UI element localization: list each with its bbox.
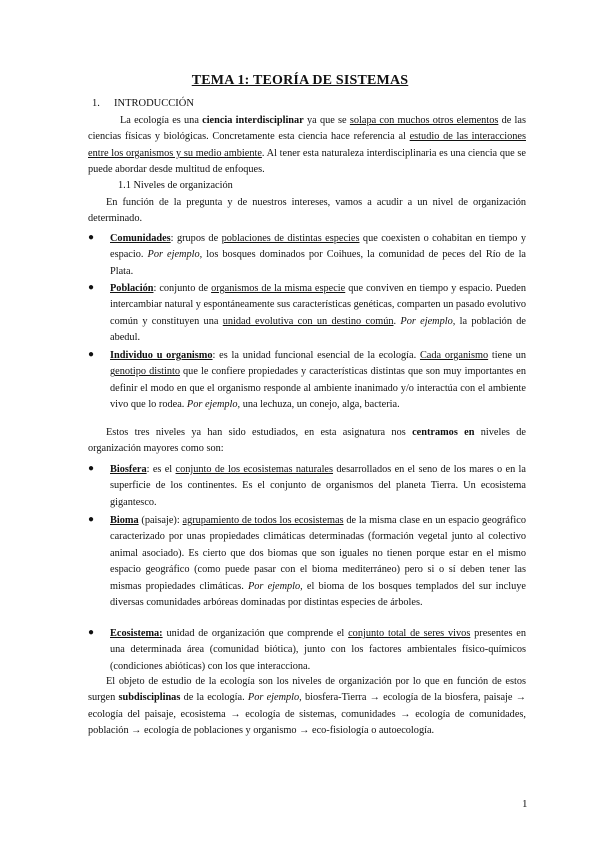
underlined-estudio: estudio de las interacciones entre los organismos y su medio ambiente [88, 131, 526, 159]
section-heading-introduccion [92, 98, 194, 109]
subsection-heading-niveles: 1.1 Niveles de organización [118, 180, 233, 191]
term-poblacion: Población [110, 283, 154, 294]
underlined-solapa: solapa con muchos otros elementos [349, 115, 499, 126]
intro-paragraph: La ecología es una ciencia interdisciplinar ya que se solapa con muchos otros elementos de las ciencias físicas y biológicas. Concretamente esta ciencia hace referencia al estudio de las interacciones entre los organismos y su medio ambiente. Al tener esta naturaleza interdisciplinaria es una ciencia que se puede abordar desde multitud de enfoques. [88, 115, 526, 176]
list-item-biosfera: Biosfera: es el conjunto de los ecosistemas naturales desarrollados en el seno de los mares o en la superficie de los continentes. Es el conjunto de organismos del planeta Tierra. Un ecosistema gigantesco. [110, 464, 526, 508]
list-item-individuo: Individuo u organismo: es la unidad funcional esencial de la ecología. Cada organismo tiene un genotipo distinto que le confiere propiedades y características distintas que son muy importantes en definir el modo en que el organismo responde al ambiente inanimado y/o interactúa con el ambiente vivo que lo rodea. Por ejemplo, una lechuza, un conejo, alga, bacteria. [110, 350, 526, 411]
bullet-marker: ● [88, 232, 95, 243]
list-item-comunidades: Comunidades: grupos de poblaciones de distintas especies que coexisten o cohabitan en tiempo y espacio. Por ejemplo, los bosques dominados por Coihues, la comunidad de peces del Río de la Plata. [110, 233, 526, 277]
term-biosfera: Biosfera [110, 464, 147, 475]
page-number: 1 [522, 798, 528, 810]
bullet-marker: ● [88, 514, 95, 525]
bullet-marker: ● [88, 349, 95, 360]
bullet-marker: ● [88, 627, 95, 638]
bullet-marker: ● [88, 282, 95, 293]
levels-intro-paragraph: En función de la pregunta y de nuestros intereses, vamos a acudir a un nivel de organización determinado. [88, 197, 526, 225]
section-title: INTRODUCCIÓN [114, 98, 194, 109]
emphasis-ciencia-interdisciplinar: ciencia interdisciplinar [202, 115, 304, 126]
list-item-ecosistema: Ecosistema: unidad de organización que comprende el conjunto total de seres vivos presentes en una determinada área (comunidad biótica), junto con los factores ambientales físico-químicos (condiciones abióticas) con los que interacciona. [110, 628, 526, 672]
higher-levels-paragraph: Estos tres niveles ya han sido estudiados, en esta asignatura nos centramos en niveles de organización mayores como son: [88, 427, 526, 455]
bullet-marker: ● [88, 463, 95, 474]
term-individuo: Individuo u organismo [110, 350, 213, 361]
term-bioma: Bioma [110, 515, 139, 526]
subdisciplines-paragraph: El objeto de estudio de la ecología son los niveles de organización por lo que en función de estos surgen subdisciplinas de la ecología. Por ejemplo, biosfera-Tierra → ecología de la biosfera, paisaje → ecología del paisaje, ecosistema → ecología de sistemas, comunidades → ecología de comunidades, población → ecología de poblaciones y organismo → eco-fisiología o autoecología. [88, 676, 526, 737]
list-item-poblacion: Población: conjunto de organismos de la misma especie que conviven en tiempo y espacio. Pueden intercambiar natural y espontáneamente sus características genéticas, comparten un pasado evolutivo común y constituyen una unidad evolutiva con un destino común. Por ejemplo, la población de abedul. [110, 283, 527, 344]
term-comunidades: Comunidades [110, 233, 171, 244]
document-title: TEMA 1: TEORÍA DE SISTEMAS [191, 73, 409, 88]
list-item-bioma: Bioma (paisaje): agrupamiento de todos los ecosistemas de la misma clase en un espacio geográfico caracterizado por unas propiedades climáticas determinadas (formación vegetal junto al colectivo animal asociado). Es cierto que dos biomas que son iguales no tienen porque estar en el mismo espacio geográfico (como puede pasar con el bioma mediterráneo) pero si o sí deben tener las mismas propiedades climáticas. Por ejemplo, el bioma de los bosques templados del sur incluye diversas comunidades arbóreas dominadas por distintas especies de árboles. [110, 515, 526, 609]
term-ecosistema: Ecosistema: [110, 628, 163, 639]
section-number: 1. [92, 98, 100, 109]
